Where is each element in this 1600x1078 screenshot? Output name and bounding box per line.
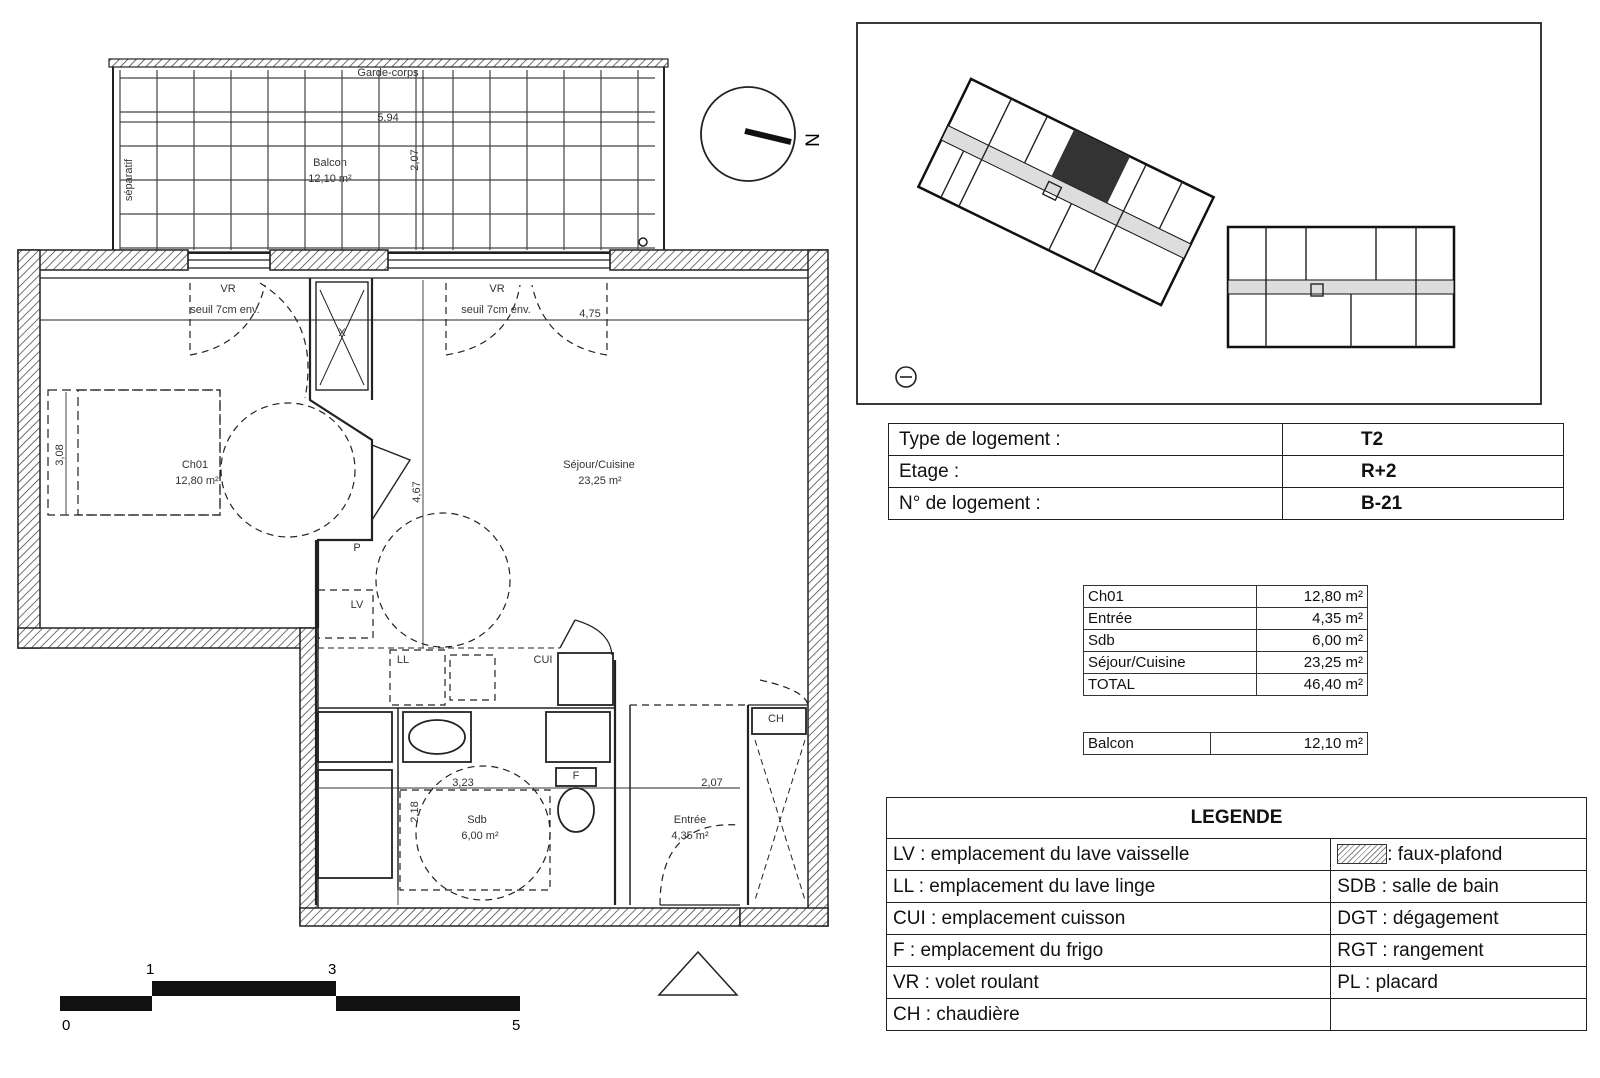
table-row bbox=[1084, 674, 1368, 696]
hatch-swatch-icon bbox=[1337, 844, 1387, 864]
ch-label: CH bbox=[768, 713, 784, 725]
legend-item: CH : chaudière bbox=[887, 999, 1331, 1031]
p-label: P bbox=[353, 542, 361, 554]
legend-item-empty bbox=[1331, 999, 1587, 1031]
balcony-area: 12,10 m² bbox=[308, 173, 352, 185]
area-value: 12,80 m² bbox=[1257, 586, 1368, 608]
area-table bbox=[1083, 585, 1368, 696]
area-name: Séjour/Cuisine bbox=[1084, 652, 1257, 674]
bedroom-area: 12,80 m² bbox=[175, 475, 219, 487]
bath-area: 6,00 m² bbox=[461, 830, 499, 842]
legend-item: VR : volet roulant bbox=[887, 967, 1331, 999]
separatif-label: séparatif bbox=[123, 158, 135, 202]
compass-north-label: N bbox=[803, 133, 824, 147]
vr-right-label: VR bbox=[489, 283, 505, 295]
info-value: R+2 bbox=[1283, 456, 1564, 488]
lv-label: LV bbox=[350, 599, 364, 611]
vr-left-label: VR bbox=[220, 283, 236, 295]
area-value: 46,40 m² bbox=[1257, 674, 1368, 696]
unit-info-table bbox=[888, 423, 1564, 520]
x-label: X bbox=[338, 327, 346, 339]
scale-tick-1: 1 bbox=[146, 961, 155, 978]
dim-living-width: 4,75 bbox=[579, 308, 601, 320]
table-row bbox=[1084, 586, 1368, 608]
legend-item: SDB : salle de bain bbox=[1331, 871, 1587, 903]
table-row bbox=[1084, 608, 1368, 630]
area-value: 23,25 m² bbox=[1257, 652, 1368, 674]
f-label: F bbox=[572, 770, 580, 782]
table-row bbox=[889, 456, 1564, 488]
table-row bbox=[889, 488, 1564, 520]
dim-bedroom: 3,08 bbox=[54, 444, 66, 466]
table-row bbox=[1084, 630, 1368, 652]
legend-title: LEGENDE bbox=[887, 798, 1587, 839]
living-name: Séjour/Cuisine bbox=[563, 459, 635, 471]
table-row bbox=[887, 903, 1587, 935]
entrance-triangle bbox=[659, 952, 737, 995]
legend-item: : faux-plafond bbox=[1387, 843, 1503, 865]
area-value: 6,00 m² bbox=[1257, 630, 1368, 652]
area-name: Sdb bbox=[1084, 630, 1257, 652]
info-label: Type de logement : bbox=[889, 424, 1283, 456]
legend-item: F : emplacement du frigo bbox=[887, 935, 1331, 967]
garde-corps-rail bbox=[109, 59, 668, 67]
dim-bath-depth: 2,18 bbox=[409, 801, 421, 823]
scale-tick-0: 0 bbox=[62, 1017, 71, 1034]
area-name: Entrée bbox=[1084, 608, 1257, 630]
dim-bath-width: 3,23 bbox=[452, 777, 474, 789]
legend-item: RGT : rangement bbox=[1331, 935, 1587, 967]
living-turning-circle bbox=[376, 513, 510, 647]
dim-living-depth: 4,67 bbox=[411, 481, 423, 503]
area-name: TOTAL bbox=[1084, 674, 1257, 696]
dim-balcony-depth: 2,07 bbox=[409, 149, 421, 171]
compass bbox=[701, 87, 824, 181]
info-label: N° de logement : bbox=[889, 488, 1283, 520]
ll-label: LL bbox=[396, 654, 410, 666]
entry-name: Entrée bbox=[673, 814, 707, 826]
table-row bbox=[1084, 733, 1368, 755]
legend-item-faux-plafond bbox=[1331, 839, 1587, 871]
area-name: Ch01 bbox=[1084, 586, 1257, 608]
table-row bbox=[887, 999, 1587, 1031]
balcony-name: Balcon bbox=[313, 157, 347, 169]
scale-tick-3: 3 bbox=[328, 961, 337, 978]
entry-area: 4,35 m² bbox=[671, 830, 709, 842]
area-value: 4,35 m² bbox=[1257, 608, 1368, 630]
bedroom-name: Ch01 bbox=[181, 459, 209, 471]
balcony bbox=[109, 59, 668, 253]
site-plan bbox=[856, 22, 1542, 405]
balcony-area-table bbox=[1083, 732, 1368, 755]
legend-table bbox=[886, 797, 1587, 1031]
table-row bbox=[887, 935, 1587, 967]
area-value: 12,10 m² bbox=[1210, 733, 1367, 755]
seuil-left-label: seuil 7cm env. bbox=[190, 304, 260, 316]
table-row bbox=[887, 871, 1587, 903]
dim-entry-width: 2,07 bbox=[701, 777, 723, 789]
scale-tick-5: 5 bbox=[512, 1017, 521, 1034]
legend-item: PL : placard bbox=[1331, 967, 1587, 999]
legend-item: LL : emplacement du lave linge bbox=[887, 871, 1331, 903]
table-row bbox=[887, 967, 1587, 999]
table-row bbox=[887, 839, 1587, 871]
seuil-right-label: seuil 7cm env. bbox=[461, 304, 531, 316]
info-label: Etage : bbox=[889, 456, 1283, 488]
area-name: Balcon bbox=[1084, 733, 1211, 755]
legend-item: DGT : dégagement bbox=[1331, 903, 1587, 935]
living-area: 23,25 m² bbox=[578, 475, 622, 487]
bath-name: Sdb bbox=[467, 814, 487, 826]
legend-item: CUI : emplacement cuisson bbox=[887, 903, 1331, 935]
building-b bbox=[1228, 227, 1454, 347]
garde-corps-label: Garde-corps bbox=[357, 67, 419, 79]
legend-item: LV : emplacement du lave vaisselle bbox=[887, 839, 1331, 871]
bedroom-turning-circle bbox=[221, 403, 355, 537]
scale-bar bbox=[60, 961, 520, 1034]
table-row bbox=[1084, 652, 1368, 674]
info-value: B-21 bbox=[1283, 488, 1564, 520]
table-row bbox=[889, 424, 1564, 456]
dim-balcony-width: 5,94 bbox=[377, 112, 399, 124]
info-value: T2 bbox=[1283, 424, 1564, 456]
cui-label: CUI bbox=[533, 654, 553, 666]
